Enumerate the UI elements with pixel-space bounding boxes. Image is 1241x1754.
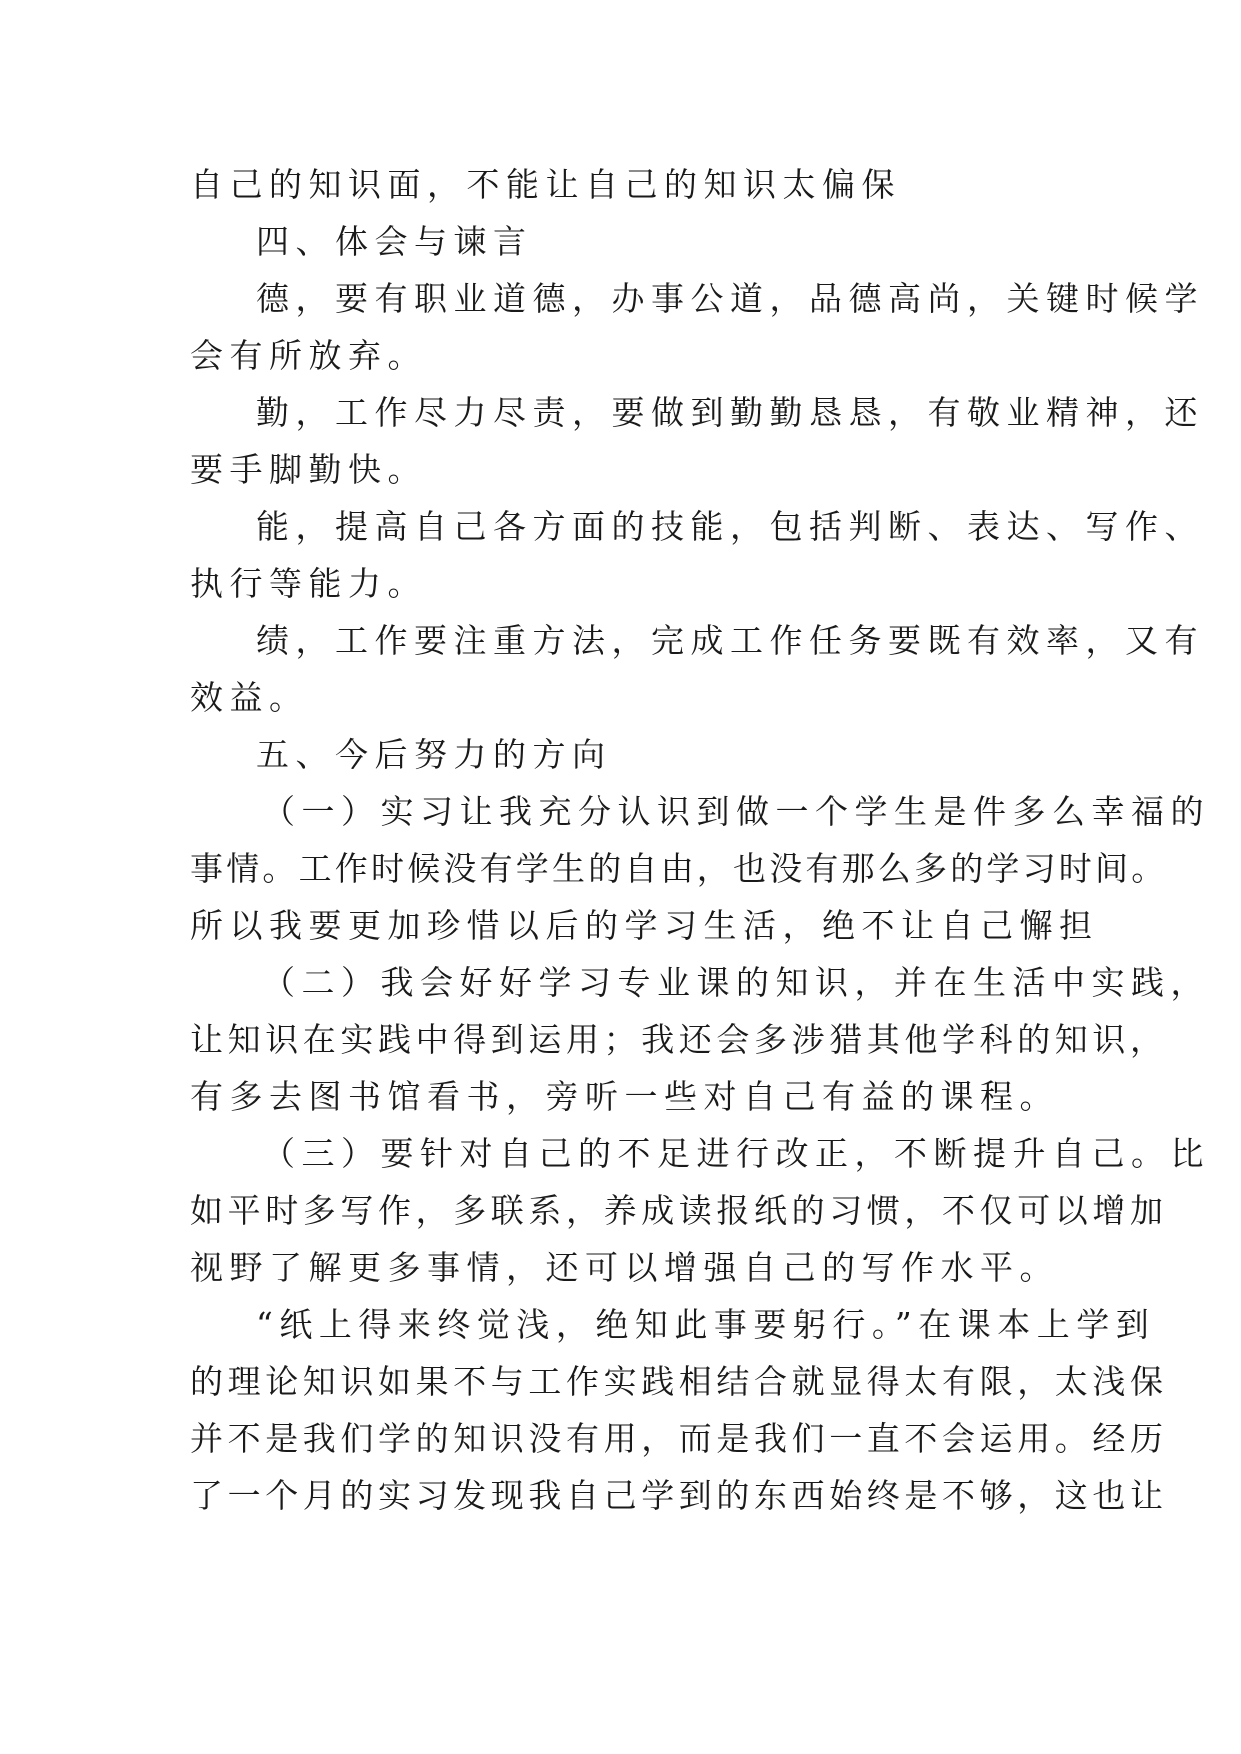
text-line: 了一个月的实习发现我自己学到的东西始终是不够，这也让: [190, 1476, 1168, 1515]
text-line: 所以我要更加珍惜以后的学习生活，绝不让自己懈担: [190, 906, 1099, 945]
text-line: 要手脚勤快。: [190, 450, 427, 489]
text-line: （三）要针对自己的不足进行改正，不断提升自己。比: [262, 1134, 1210, 1173]
text-line: 视野了解更多事情，还可以增强自己的写作水平。: [190, 1248, 1059, 1287]
text-line: 如平时多写作，多联系，养成读报纸的习惯，不仅可以增加: [190, 1191, 1168, 1230]
text-line: 并不是我们学的知识没有用，而是我们一直不会运用。经历: [190, 1419, 1168, 1458]
text-line: 执行等能力。: [190, 564, 427, 603]
text-line: 的理论知识如果不与工作实践相结合就显得太有限，太浅保: [190, 1362, 1168, 1401]
text-line: “纸上得来终觉浅，绝知此事要躬行。”在课本上学到: [256, 1305, 1156, 1344]
text-line: 有多去图书馆看书，旁听一些对自己有益的课程。: [190, 1077, 1059, 1116]
text-line: 绩，工作要注重方法，完成工作任务要既有效率，又有: [256, 621, 1204, 660]
text-line: 德，要有职业道德，办事公道，品德高尚，关键时候学: [256, 279, 1204, 318]
text-line: 能，提高自己各方面的技能，包括判断、表达、写作、: [256, 507, 1204, 546]
text-line: （一）实习让我充分认识到做一个学生是件多么幸福的: [262, 792, 1210, 831]
text-line: 效益。: [190, 678, 309, 717]
text-line: 让知识在实践中得到运用；我还会多涉猎其他学科的知识，: [190, 1020, 1168, 1059]
text-line: （二）我会好好学习专业课的知识，并在生活中实践，: [262, 963, 1210, 1002]
section-heading: 四、体会与谏言: [256, 222, 533, 261]
text-line: 事情。工作时候没有学生的自由，也没有那么多的学习时间。: [190, 849, 1168, 888]
section-heading: 五、今后努力的方向: [256, 735, 612, 774]
text-line: 自己的知识面，不能让自己的知识太偏保: [190, 165, 901, 204]
text-line: 会有所放弃。: [190, 336, 427, 375]
text-line: 勤，工作尽力尽责，要做到勤勤恳恳，有敬业精神，还: [256, 393, 1204, 432]
